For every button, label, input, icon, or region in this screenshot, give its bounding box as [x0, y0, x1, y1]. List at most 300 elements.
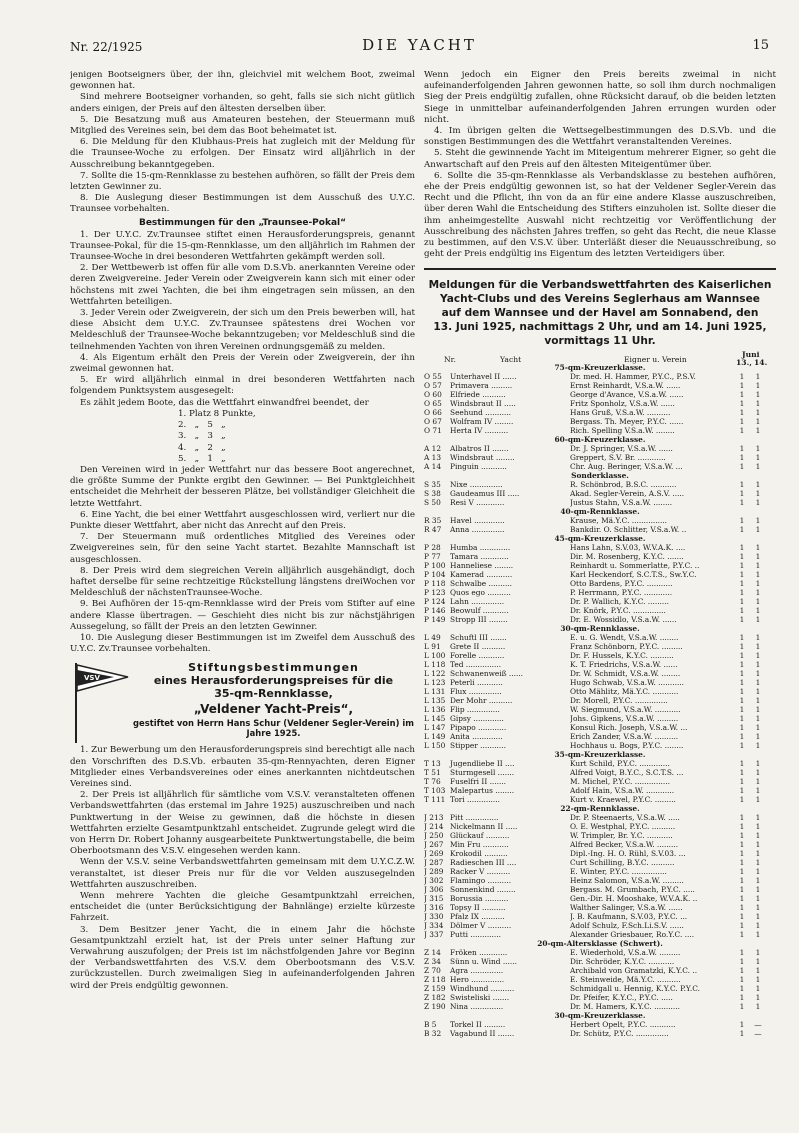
- paragraph: jenigen Bootseigners über, der ihn, gleichviel mit welchem Boot, zweimal gewonnen hat.: [70, 70, 415, 92]
- entry-14: 1: [755, 678, 761, 688]
- entry-14: 1: [755, 777, 761, 787]
- yacht-name: Pipapo ............: [450, 723, 507, 733]
- sail-number: T 76: [424, 777, 441, 787]
- owner-club: Rich. Spelling V.S.a.W. ........: [570, 426, 675, 436]
- entry-13: 1: [739, 480, 745, 490]
- yacht-name: Forelle ...........: [450, 651, 505, 661]
- entry-13: 1: [739, 768, 745, 778]
- entry-14: 1: [755, 813, 761, 823]
- table-row: [424, 714, 776, 723]
- yacht-name: Stropp III ........: [450, 615, 508, 625]
- banner-line-4: „Veldener Yacht-Preis“,: [193, 702, 354, 717]
- table-row: [424, 462, 776, 471]
- table-row: [424, 480, 776, 489]
- sail-number: P 123: [424, 588, 446, 598]
- yacht-name: Sturmgesell .......: [450, 768, 515, 778]
- sail-number: P 100: [424, 561, 446, 571]
- entry-13: 1: [739, 813, 745, 823]
- paragraph: 2. Der Preis ist alljährlich für sämtliche vom V.S.V. veranstalteten offenen Verbandswettfahrten (das erstemal im Jahre 1925) auszuschreiben und nach Punktwertung in der Weise zu gewinnen, daß die höchste in diesen Wettfahrten erzielte Gesamtpunktzahl entscheidet. Zugrunde gelegt wird die von Herrn Dr. Robert Johanny ausgearbeitete Punktwertungstabelle, die beim Oberbootsmann des V.S.V. eingesehen werden kann.: [70, 790, 415, 857]
- paragraph: 9. Bei Aufhören der 15-qm-Rennklasse wird der Preis vom Stifter auf eine andere Klasse übertragen. — Geschieht dies nicht bis zur nächstjährigen Aussegelung, so fällt der Preis an den letzten Gewinner.: [70, 599, 415, 632]
- owner-club: Dr. M. Hamers, K.Y.C. ...........: [570, 1002, 680, 1012]
- entry-14: 1: [755, 723, 761, 733]
- table-row: [424, 867, 776, 876]
- yacht-name: Windsbraut ........: [450, 453, 515, 463]
- class-heading: 40-qm-Rennklasse.: [560, 507, 640, 517]
- table-row: [424, 768, 776, 777]
- entry-13: 1: [739, 777, 745, 787]
- owner-club: Bergass. M. Grumbach, P.Y.C. .....: [570, 885, 695, 895]
- left-column: [70, 70, 415, 1110]
- owner-club: E. u. G. Wendt, V.S.a.W. ........: [570, 633, 679, 643]
- paragraph: 5. Steht die gewinnende Yacht im Miteigentum mehrerer Eigner, so geht die Anwartschaft auf den Preis auf den ältesten Miteigentümer über.: [424, 148, 776, 170]
- class-heading: 60-qm-Kreuzerklasse.: [554, 435, 646, 445]
- right-column: [424, 70, 776, 1110]
- paragraph: Den Vereinen wird in jeder Wettfahrt nur das bessere Boot angerechnet, die größte Summe der Punkte ergibt den Gewinner. — Bei Punktgleichheit entscheidet die Mehrheit der besseren Plätze, bei vollständiger Gleichheit die letzte Wettfahrt.: [70, 464, 415, 509]
- table-row: [424, 894, 776, 903]
- table-row: [424, 525, 776, 534]
- owner-club: E. Wiederhold, V.S.a.W. .........: [570, 948, 681, 958]
- entry-13: 1: [739, 957, 745, 967]
- sail-number: P 124: [424, 597, 446, 607]
- page-header: [70, 36, 769, 58]
- table-row: [424, 876, 776, 885]
- sail-number: L 118: [424, 660, 446, 670]
- table-row: [424, 1020, 776, 1029]
- owner-club: K. T. Friedrichs, V.S.a.W. ......: [570, 660, 678, 670]
- table-row: [424, 516, 776, 525]
- sail-number: P 104: [424, 570, 446, 580]
- yacht-name: Seehund ...........: [450, 408, 512, 418]
- entry-13: 1: [739, 543, 745, 553]
- sail-number: O 71: [424, 426, 442, 436]
- entry-14: 1: [755, 552, 761, 562]
- sail-number: L 149: [424, 732, 446, 742]
- entry-14: 1: [755, 570, 761, 580]
- owner-club: Bankdir. O. Schlitter, V.S.a.W. ..: [570, 525, 687, 535]
- entry-13: 1: [739, 705, 745, 715]
- flag-text: VSV: [84, 674, 100, 683]
- entry-14: 1: [755, 444, 761, 454]
- sail-number: L 123: [424, 678, 446, 688]
- owner-club: Kurt v. Kraewel, P.Y.C. .........: [570, 795, 676, 805]
- sail-number: J 316: [424, 903, 444, 913]
- owner-club: Dr. P. Wallich, K.Y.C. .........: [570, 597, 669, 607]
- owner-club: E. Winter, P.Y.C. ...............: [570, 867, 667, 877]
- yacht-name: Gipsy .............: [450, 714, 504, 724]
- paragraph: 7. Sollte die 15-qm-Rennklasse zu bestehen aufhören, so fällt der Preis dem letzten Gewinner zu.: [70, 170, 415, 193]
- entries-table: [424, 363, 776, 1038]
- entry-13: 1: [739, 642, 745, 652]
- banner-line-5: gestiftet von Herrn Hans Schur (Veldener Segler-Verein) im Jahre 1925.: [133, 718, 414, 739]
- owner-club: Karl Heckendorf, S.C.T.S., Sw.Y.C.: [570, 570, 697, 580]
- paragraph: Sind mehrere Bootseigner vorhanden, so geht, falls sie sich nicht gütlich anders einigen, der Preis auf den ältesten derselben über.: [70, 92, 415, 114]
- yacht-name: Grete II ..........: [450, 642, 506, 652]
- yacht-name: Havel .............: [450, 516, 505, 526]
- entry-13: 1: [739, 579, 745, 589]
- class-heading: 22-qm-Rennklasse.: [560, 804, 640, 814]
- entry-14: 1: [755, 849, 761, 859]
- entry-14: 1: [755, 795, 761, 805]
- yacht-name: Topsy II ..........: [450, 903, 506, 913]
- owner-club: Archibald von Gramatzki, K.Y.C. ..: [570, 966, 698, 976]
- yacht-name: Pitt ..............: [450, 813, 499, 823]
- pokal-paragraphs-2: [70, 465, 415, 655]
- entry-13: 1: [739, 615, 745, 625]
- entry-13: 1: [739, 633, 745, 643]
- owner-club: Herbert Opelt, P.Y.C. ...........: [570, 1020, 676, 1030]
- entry-14: 1: [755, 822, 761, 832]
- class-heading: 30-qm-Kreuzerklasse.: [554, 1011, 646, 1021]
- entry-13: 1: [739, 588, 745, 598]
- entry-13: 1: [739, 498, 745, 508]
- sail-number: J 289: [424, 867, 444, 877]
- table-row: [424, 597, 776, 606]
- class-heading: 30-qm-Rennklasse.: [560, 624, 640, 634]
- entry-13: 1: [739, 867, 745, 877]
- table-row: [424, 885, 776, 894]
- entry-14: 1: [755, 615, 761, 625]
- entry-14: 1: [755, 876, 761, 886]
- yacht-name: Pinguin ...........: [450, 462, 507, 472]
- entry-14: 1: [755, 1002, 761, 1012]
- table-row: [424, 912, 776, 921]
- sail-number: O 66: [424, 408, 442, 418]
- sail-number: L 136: [424, 705, 446, 715]
- entry-13: 1: [739, 408, 745, 418]
- paragraph: 6. Eine Yacht, die bei einer Wettfahrt ausgeschlossen wird, verliert nur die Punkte dieser Wettfahrt, aber nicht das Anrecht auf den Preis.: [70, 509, 415, 531]
- entry-14: 1: [755, 975, 761, 985]
- entry-13: 1: [739, 660, 745, 670]
- table-row: [424, 840, 776, 849]
- owner-club: W. Trimpler, Br. Y.C. ...........: [570, 831, 673, 841]
- yacht-name: Resi V ............: [450, 498, 505, 508]
- entry-13: 1: [739, 381, 745, 391]
- table-row: [424, 399, 776, 408]
- entry-13: 1: [739, 930, 745, 940]
- paragraph: 8. Der Preis wird dem siegreichen Verein alljährlich ausgehändigt, doch haftet derselbe für seine rechtzeitige Rückstellung längstens dreiWochen vor Meldeschluß der nächstenTraunsee-Woche.: [70, 565, 415, 599]
- entry-14: 1: [755, 597, 761, 607]
- table-row: [424, 849, 776, 858]
- entry-14: 1: [755, 957, 761, 967]
- owner-club: Alfred Voigt, B.Y.C., S.C.T.S. ...: [570, 768, 684, 778]
- entry-14: 1: [755, 669, 761, 679]
- paragraph: 3. Dem Besitzer jener Yacht, die in einem Jahr die höchste Gesamtpunktzahl erzielt hat, ist der Preis unter seiner Haftung zur Verwahrung auszufolgen; der Preis ist im nächstfolgenden Jahre vor Beginn der Verbandswettfahrten des V.S.V. dem Oberbootsmann des V.S.V. zurückzustellen. Durch zweimaligen Sieg in aufeinanderfolgenden Jahren wird der Preis endgültig gewonnen.: [70, 924, 415, 991]
- table-row: [424, 993, 776, 1002]
- table-row: [424, 948, 776, 957]
- yacht-name: Sünn u. Wind ......: [450, 957, 517, 967]
- sail-number: S 50: [424, 498, 441, 508]
- yacht-name: Flux ..............: [450, 687, 502, 697]
- sail-number: J 315: [424, 894, 444, 904]
- table-row: [424, 813, 776, 822]
- table-row: [424, 696, 776, 705]
- table-row: [424, 408, 776, 417]
- entry-13: 1: [739, 948, 745, 958]
- entry-13: 1: [739, 696, 745, 706]
- yacht-name: Stipper ...........: [450, 741, 506, 751]
- veldener-banner: [70, 661, 415, 745]
- table-row: [424, 786, 776, 795]
- entry-14: 1: [755, 696, 761, 706]
- entry-14: 1: [755, 525, 761, 535]
- vsv-flag-icon: [70, 661, 132, 745]
- entry-13: 1: [739, 822, 745, 832]
- sail-number: L 145: [424, 714, 446, 724]
- yacht-name: Racker V ..........: [450, 867, 511, 877]
- entry-13: 1: [739, 849, 745, 859]
- table-row: [424, 966, 776, 975]
- entry-13: 1: [739, 903, 745, 913]
- table-row: [424, 921, 776, 930]
- entry-14: 1: [755, 606, 761, 616]
- yacht-name: Schwanenweiß ......: [450, 669, 524, 679]
- sail-number: O 60: [424, 390, 442, 400]
- entry-13: 1: [739, 570, 745, 580]
- table-row: [424, 687, 776, 696]
- owner-club: Dr. Knörk, P.Y.C. ..............: [570, 606, 666, 616]
- col-eigner: Eigner u. Verein: [624, 355, 687, 365]
- table-row: [424, 615, 776, 624]
- entry-14: 1: [755, 642, 761, 652]
- table-row: [424, 984, 776, 993]
- table-row: [424, 732, 776, 741]
- owner-club: J. B. Kaufmann, S.V.03, P.Y.C. ...: [570, 912, 688, 922]
- owner-club: Dr. Morell, P.Y.C. ..............: [570, 696, 668, 706]
- sail-number: L 91: [424, 642, 441, 652]
- entry-13: 1: [739, 678, 745, 688]
- paragraph: 5. Die Besatzung muß aus Amateuren bestehen, der Steuermann muß Mitglied des Vereines sein, bei dem das Boot beheimatet ist.: [70, 114, 415, 137]
- paragraph: 8. Die Auslegung dieser Bestimmungen ist dem Ausschuß des U.Y.C. Traunsee vorbehalten.: [70, 193, 415, 215]
- entry-14: 1: [755, 390, 761, 400]
- owner-club: Ernst Reinhardt, V.S.a.W. ......: [570, 381, 681, 391]
- entry-14: 1: [755, 714, 761, 724]
- yacht-name: Ted ...............: [450, 660, 502, 670]
- traunsee-pokal-heading: Bestimmungen für den „Traunsee-Pokal“: [138, 217, 347, 228]
- yacht-name: Flamingo ..........: [450, 876, 512, 886]
- paragraph: Es zählt jedem Boote, das die Wettfahrt einwandfrei beendet, der: [80, 397, 369, 408]
- table-row: [424, 633, 776, 642]
- paragraph: 2. Der Wettbewerb ist offen für alle vom D.S.Vb. anerkannten Vereine oder deren Zweigvereine. Jeder Verein oder Zweigverein kann sich mit einer oder höchstens mit zwei Yachten, die bei ihm eingetragen sein müssen, an den Wettfahrten beteiligen.: [70, 263, 415, 307]
- owner-club: Dr. med. H. Hammer, P.Y.C., P.S.V.: [570, 372, 696, 382]
- entry-14: 1: [755, 921, 761, 931]
- entry-14: 1: [755, 903, 761, 913]
- divider: [424, 268, 776, 270]
- meldungen-title-line: 13. Juni 1925, nachmittags 2 Uhr, und am 14. Juni 1925,: [433, 321, 767, 334]
- entry-14: —: [754, 1020, 762, 1030]
- owner-club: Greppert, S.V. Br. ............: [570, 453, 666, 463]
- owner-club: Heinz Salomon, V.S.a.W. .........: [570, 876, 684, 886]
- sail-number: Z 14: [424, 948, 441, 958]
- page-number: 15: [752, 38, 769, 53]
- table-row: [424, 381, 776, 390]
- owner-club: Dipl.-Ing. H. O. Rühl, S.V.03. ...: [570, 849, 686, 859]
- yacht-name: Gaudeamus III .....: [450, 489, 520, 499]
- entry-13: 1: [739, 831, 745, 841]
- entry-13: 1: [739, 606, 745, 616]
- yacht-name: Agra ..............: [450, 966, 504, 976]
- yacht-name: Kamerad ...........: [450, 570, 513, 580]
- owner-club: Dr. Pfeifer, K.Y.C., P.Y.C. .....: [570, 993, 673, 1003]
- sail-number: O 57: [424, 381, 442, 391]
- sail-number: A 12: [424, 444, 442, 454]
- owner-club: Dir. M. Rosenberg, K.Y.C. .......: [570, 552, 684, 562]
- yacht-name: Radieschen III ....: [450, 858, 517, 868]
- entry-13: 1: [739, 390, 745, 400]
- yacht-name: Borussia ..........: [450, 894, 509, 904]
- table-row: [424, 975, 776, 984]
- owner-club: Hans Gruß, V.S.a.W. ..........: [570, 408, 671, 418]
- table-row: [424, 372, 776, 381]
- sail-number: L 131: [424, 687, 446, 697]
- table-row: [424, 606, 776, 615]
- table-row: [424, 858, 776, 867]
- table-row: [424, 777, 776, 786]
- owner-club: Alfred Becker, V.S.a.W. .........: [570, 840, 679, 850]
- entry-14: 1: [755, 705, 761, 715]
- owner-club: Erich Zander, V.S.a.W. ..........: [570, 732, 679, 742]
- banner-title: [132, 661, 415, 738]
- owner-club: Hans Lahn, S.V.03, W.V.A.K. ....: [570, 543, 686, 553]
- entry-14: 1: [755, 912, 761, 922]
- sail-number: J 267: [424, 840, 444, 850]
- magazine-title: DIE YACHT: [362, 36, 477, 54]
- sail-number: P 77: [424, 552, 441, 562]
- class-heading: 35-qm-Kreuzerklasse.: [554, 750, 646, 760]
- entry-14: 1: [755, 453, 761, 463]
- table-row: [424, 669, 776, 678]
- yacht-name: Swisteliski .......: [450, 993, 510, 1003]
- sail-number: L 150: [424, 741, 446, 751]
- sail-number: P 118: [424, 579, 446, 589]
- yacht-name: Sonnenkind ........: [450, 885, 516, 895]
- meldungen-title-line: Yacht-Clubs und des Vereins Seglerhaus am Wannsee: [440, 293, 760, 306]
- yacht-name: Windhund ..........: [450, 984, 515, 994]
- owner-club: Dr. F. Hussels, K.Y.C. ..........: [570, 651, 674, 661]
- yacht-name: Pfalz IX ..........: [450, 912, 505, 922]
- sail-number: J 250: [424, 831, 444, 841]
- owner-club: Dr. J. Springer, V.S.a.W. ......: [570, 444, 673, 454]
- right-paragraphs: [424, 70, 776, 260]
- sail-number: A 13: [424, 453, 442, 463]
- table-row: [424, 579, 776, 588]
- owner-club: Franz Schönborn, P.Y.C. .........: [570, 642, 683, 652]
- sail-number: L 135: [424, 696, 446, 706]
- entry-14: 1: [755, 498, 761, 508]
- table-row: [424, 930, 776, 939]
- entry-14: 1: [755, 687, 761, 697]
- sail-number: O 67: [424, 417, 442, 427]
- veldener-paragraphs: [70, 745, 415, 991]
- owner-club: Dr. P. Steenaerts, V.S.a.W. .....: [570, 813, 680, 823]
- yacht-name: Humba .............: [450, 543, 511, 553]
- sail-number: O 55: [424, 372, 442, 382]
- sail-number: J 330: [424, 912, 444, 922]
- paragraph: Wenn der V.S.V. seine Verbandswettfahrten gemeinsam mit dem U.Y.C.Z.W. veranstaltet, ist dieser Preis nur für die vor Velden auszusegelnden Wettfahrten auszuschreiben.: [70, 857, 415, 890]
- paragraph: 3. Jeder Verein oder Zweigverein, der sich um den Preis bewerben will, hat diese Absicht dem U.Y.C. Zv.Traunsee spätestens drei Wochen vor Meldeschluß der Traunsee-Woche bekanntzugeben; vor Meldeschluß sind die teilnehmenden Yachten von ihren Vereinen ordnungsgemäß zu melden.: [70, 308, 415, 352]
- entry-13: 1: [739, 426, 745, 436]
- entry-14: 1: [755, 759, 761, 769]
- owner-club: Schmidgall u. Hennig, K.Y.C. P.Y.C.: [570, 984, 700, 994]
- class-heading: 20-qm-Altersklasse (Schwert).: [537, 939, 663, 949]
- entry-13: 1: [739, 795, 745, 805]
- table-row: [424, 741, 776, 750]
- entry-14: 1: [755, 561, 761, 571]
- entry-14: 1: [755, 372, 761, 382]
- yacht-name: Unterhavel II ......: [450, 372, 517, 382]
- sail-number: J 302: [424, 876, 444, 886]
- points-row: 1. Platz 8 Punkte,: [178, 408, 256, 419]
- col-yacht: Yacht: [500, 355, 522, 365]
- banner-line-2: eines Herausforderungspreises für die: [153, 674, 394, 688]
- sail-number: B 5: [424, 1020, 437, 1030]
- col-13: 13.,: [736, 358, 752, 368]
- paragraph: Wenn mehrere Yachten die gleiche Gesamtpunktzahl erreichen, entscheidet die (unter Berücksichtigung der Bahnlänge) erzielte kürzeste Fahrzeit.: [70, 891, 415, 924]
- yacht-name: Tori ..............: [450, 795, 500, 805]
- owner-club: Gen.-Dir. H. Mooshake, W.V.A.K. ..: [570, 894, 698, 904]
- entry-13: 1: [739, 858, 745, 868]
- entry-13: 1: [739, 552, 745, 562]
- table-row: [424, 957, 776, 966]
- entry-14: 1: [755, 462, 761, 472]
- sail-number: Z 190: [424, 1002, 446, 1012]
- entry-13: 1: [739, 993, 745, 1003]
- entry-13: 1: [739, 975, 745, 985]
- yacht-name: Lahn ..............: [450, 597, 505, 607]
- owner-club: P. Herrmann, P.Y.C. ............: [570, 588, 673, 598]
- issue-number: Nr. 22/1925: [70, 40, 143, 54]
- class-heading: 75-qm-Kreuzerklasse.: [554, 363, 646, 373]
- sail-number: S 38: [424, 489, 441, 499]
- banner-line-1: Stiftungsbestimmungen: [188, 661, 359, 675]
- entry-14: 1: [755, 588, 761, 598]
- sail-number: B 32: [424, 1029, 442, 1039]
- table-row: [424, 561, 776, 570]
- yacht-name: Krokodil ..........: [450, 849, 508, 859]
- points-row: 5. „ 1 „: [178, 453, 226, 464]
- meldungen-title-line: vormittags 11 Uhr.: [544, 335, 656, 348]
- owner-club: Justus Stahn, V.S.a.W. ........: [570, 498, 673, 508]
- yacht-name: Schwalbe ..........: [450, 579, 513, 589]
- yacht-name: Flip ..............: [450, 705, 500, 715]
- class-heading: Sonderklasse.: [571, 471, 629, 481]
- sail-number: J 306: [424, 885, 444, 895]
- table-row: [424, 426, 776, 435]
- entry-14: 1: [755, 741, 761, 751]
- table-row: [424, 453, 776, 462]
- yacht-name: Der Mohr ..........: [450, 696, 513, 706]
- sail-number: J 287: [424, 858, 444, 868]
- entry-14: 1: [755, 399, 761, 409]
- yacht-name: Torkel II .........: [450, 1020, 506, 1030]
- sail-number: P 149: [424, 615, 446, 625]
- points-table: [70, 409, 415, 465]
- owner-club: Adolf Hain, V.S.a.W. ............: [570, 786, 675, 796]
- entry-13: 1: [739, 489, 745, 499]
- yacht-name: Herta IV ..........: [450, 426, 509, 436]
- table-row: [424, 489, 776, 498]
- entry-13: 1: [739, 444, 745, 454]
- paragraph: 1. Zur Bewerbung um den Herausforderungspreis sind berechtigt alle nach den Vorschriften des D.S.Vb. erbauten 35-qm-Rennyachten, deren Eigner Mitglieder eines Verbandsvereines oder eines anerkannten nichtdeutschen Vereines sind.: [70, 745, 415, 789]
- sail-number: L 49: [424, 633, 441, 643]
- entry-14: 1: [755, 894, 761, 904]
- yacht-name: Windsbraut II .....: [450, 399, 516, 409]
- entry-13: 1: [739, 912, 745, 922]
- owner-club: Kurt Schild, P.Y.C. .............: [570, 759, 670, 769]
- entry-13: 1: [739, 516, 745, 526]
- entry-14: 1: [755, 831, 761, 841]
- entry-14: —: [754, 1029, 762, 1039]
- yacht-name: Schuftl III .......: [450, 633, 507, 643]
